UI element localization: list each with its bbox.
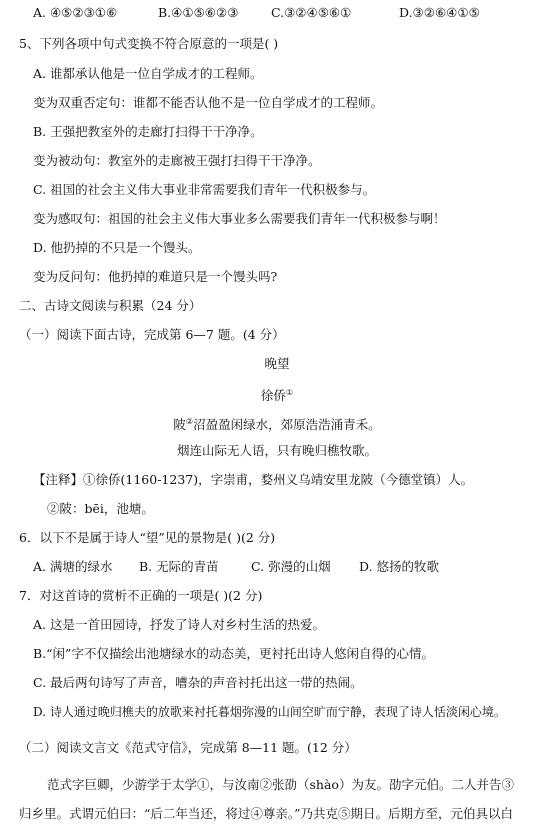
q5-option-c: C. 祖国的社会主义伟大事业非常需要我们青年一代积极参与。: [33, 182, 376, 197]
q7-option-a: A. 这是一首田园诗，抒发了诗人对乡村生活的热爱。: [33, 617, 325, 632]
q5-option-a-change: 变为双重否定句：谁都不能否认他不是一位自学成才的工程师。: [33, 95, 384, 110]
q7-stem: 7．对这首诗的赏析不正确的一项是( )(2 分): [19, 588, 263, 603]
q6-options: [33, 558, 439, 576]
poem-note-1: 【注释】①徐侨(1160-1237)，字崇甫，婺州义乌靖安里龙陂（今德堂镇）人。: [33, 472, 474, 487]
q7-option-d: D. 诗人通过晚归樵夫的放歌来衬托暮烟弥漫的山间空旷而宁静，表现了诗人恬淡闲心境。: [33, 705, 506, 719]
q4-option-a: A. ④⑤②③①⑥: [33, 5, 118, 20]
q5-option-a: A. 谁都承认他是一位自学成才的工程师。: [33, 66, 263, 81]
poem-line-1-start: 陂: [173, 417, 186, 433]
q6-option-c: C. 弥漫的山烟: [251, 559, 331, 574]
section2-title: 二、古诗文阅读与积累（24 分）: [19, 298, 202, 313]
q4-option-d: D.③②⑥④①⑤: [399, 5, 480, 20]
q4-option-c: C.③②④⑤⑥①: [271, 5, 352, 20]
q5-option-b-change: 变为被动句：教室外的走廊被王强打扫得干干净净。: [33, 153, 321, 168]
q6-option-b: B. 无际的青苗: [139, 559, 219, 574]
q5-option-d: D. 他扔掉的不只是一个馒头。: [33, 240, 201, 255]
q4-option-b: B.④①⑤⑥②③: [158, 5, 239, 20]
poem-line-1: [0, 413, 554, 434]
passage-line-1: 范式字巨卿，少游学于太学①，与汝南②张劭（shào）为友。劭字元伯。二人并告③: [47, 777, 514, 792]
q6-option-a: A. 满塘的绿水: [33, 559, 113, 574]
q5-option-c-change: 变为感叹句：祖国的社会主义伟大事业多么需要我们青年一代积极参与啊！: [33, 211, 446, 226]
poem-line-2: 烟连山际无人语，只有晚归樵牧歌。: [176, 443, 377, 458]
q5-option-b: B. 王强把教室外的走廊打扫得干干净净。: [33, 124, 263, 139]
q6-option-d: D. 悠扬的牧歌: [359, 559, 440, 574]
poem-line-1-rest: 沼盈盈闲绿水，郊原浩浩涌青禾。: [193, 417, 381, 433]
poem-author-note-mark: ①: [285, 388, 294, 397]
passage-line-2: 归乡里。式谓元伯曰：“后二年当还，将过④尊亲。”乃共克⑤期日。后期方至，元伯具以白: [19, 806, 514, 821]
q6-stem: 6．以下不是属于诗人“望”见的景物是( )(2 分): [19, 530, 276, 545]
poem-author-name: 徐侨: [260, 388, 286, 404]
poem-author: [0, 384, 554, 405]
q5-stem: 5、下列各项中句式变换不符合原意的一项是( ): [19, 36, 279, 51]
q4-options: [33, 4, 480, 22]
q5-option-d-change: 变为反问句：他扔掉的难道只是一个馒头吗?: [33, 269, 278, 284]
q7-option-c: C. 最后两句诗写了声音，嘈杂的声音衬托出这一带的热闹。: [33, 675, 363, 690]
q7-option-b: B.“闲”字不仅描绘出池塘绿水的动态美，更衬托出诗人悠闲自得的心情。: [33, 646, 434, 661]
poem-line-1-note-mark: ②: [185, 417, 194, 426]
poem-title: 晚望: [264, 356, 290, 371]
poem-note-2: ②陂：bēi，池塘。: [47, 501, 154, 516]
section2-part1-title: （一）阅读下面古诗，完成第 6—7 题。(4 分）: [19, 327, 285, 342]
section2b-title: （二）阅读文言文《范式守信》，完成第 8—11 题。(12 分）: [19, 740, 357, 755]
